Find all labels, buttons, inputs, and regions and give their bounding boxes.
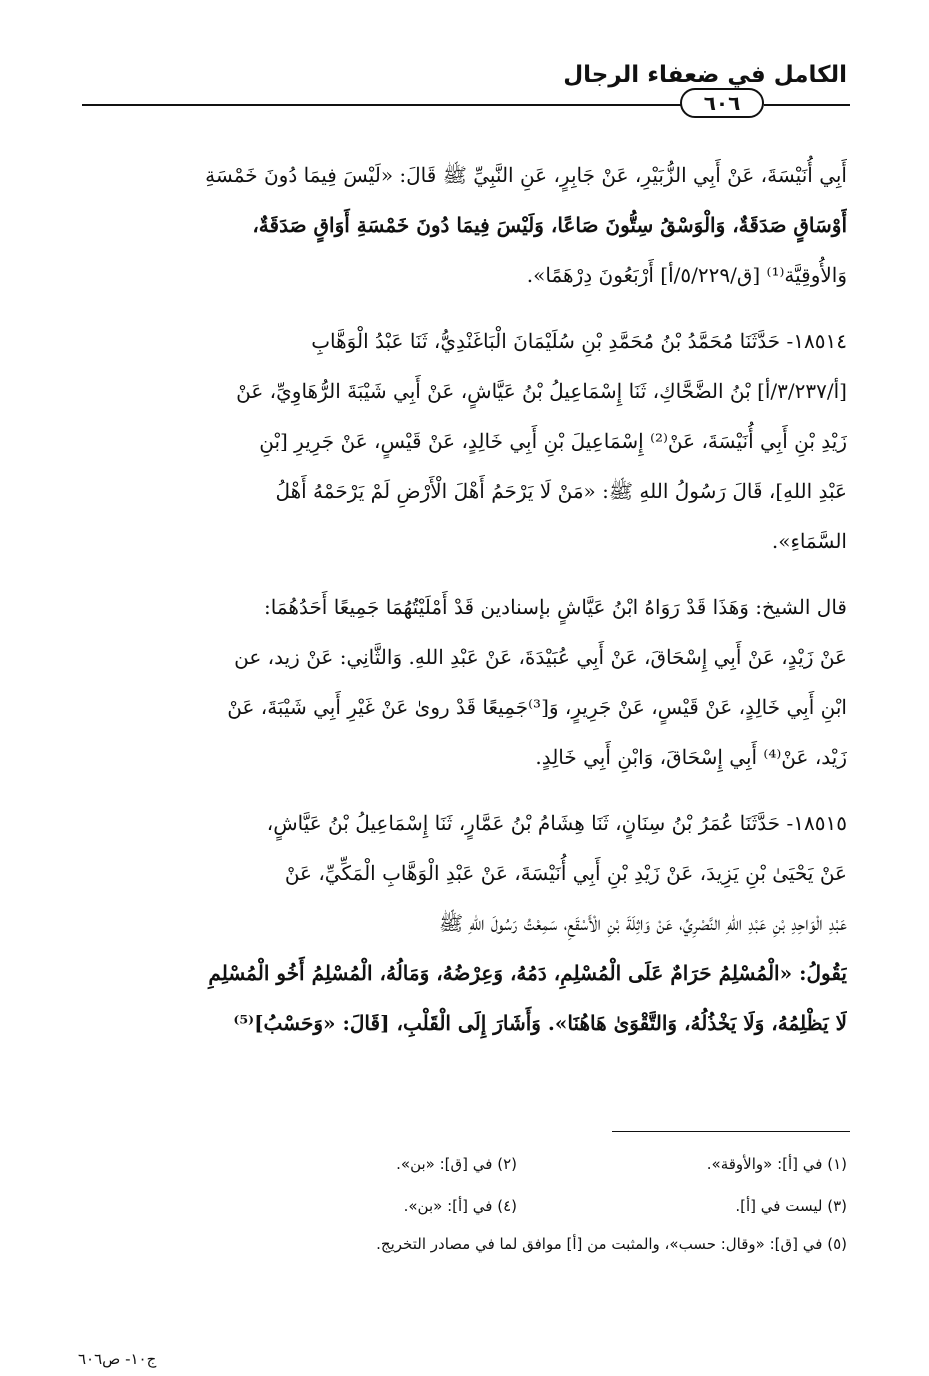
- text-line: زَيْدِ بْنِ أَبِي أُنَيْسَةَ، عَنْ⁽²⁾ إِسْمَاعِيلَ بْنِ أَبِي خَالِدٍ، عَنْ قَيْسٍ، عَنْ جَرِيرِ [بْنِ: [259, 429, 847, 453]
- paragraph-1: [79, 150, 847, 300]
- footnote-4: (٤) في [أ]: «بن».: [403, 1197, 517, 1215]
- text-line: [أ/٣/٢٣٧/أ] بْنُ الضَّحَّاكِ، ثَنَا إِسْمَاعِيلُ بْنُ عَيَّاشٍ، عَنْ أَبِي شَيْبَةَ الرُّهَاوِيِّ، عَنْ: [236, 379, 847, 403]
- paragraph-gap: [79, 566, 847, 582]
- footnote-row: [79, 1146, 847, 1182]
- header-rule: [82, 104, 682, 106]
- header-rule-right: [764, 104, 850, 106]
- paragraph-sheikh-comment: [79, 582, 847, 782]
- text-line: عَنْ زَيْدٍ، عَنْ أَبِي إِسْحَاقَ، عَنْ أَبِي عُبَيْدَةَ، عَنْ عَبْدِ اللهِ. وَالثَّانِي: عَنْ زيد، عن: [234, 645, 847, 669]
- text-line: ابْنِ أَبِي خَالِدٍ، عَنْ قَيْسٍ، عَنْ جَرِيرٍ، وَ[³⁾جَمِيعًا قَدْ روىٰ عَنْ غَيْرِ أَبِي شَيْبَةَ، عَنْ: [227, 695, 847, 719]
- volume-page-reference: ج١٠- ص٦٠٦: [78, 1350, 157, 1368]
- text-line: لَا يَظْلِمُهُ، وَلَا يَخْذُلُهُ، وَالتَّقْوَىٰ هَاهُنَا». وَأَشَارَ إِلَى الْقَلْبِ، [قَالَ: «وَحَسْبُ]⁽⁵⁾: [233, 1011, 847, 1035]
- text-line: وَالأُوقِيَّة⁽¹⁾ [ق/٥/٢٢٩/أ] أَرْبَعُونَ دِرْهَمًا».: [526, 263, 847, 287]
- text-line: أَوْسَاقٍ صَدَقَةٌ، وَالْوَسْقُ سِتُّونَ صَاعًا، وَلَيْسَ فِيمَا دُونَ خَمْسَةِ أَوَاقٍ صَدَقَةٌ،: [252, 213, 847, 237]
- paragraph-gap: [79, 300, 847, 316]
- footnote-2: (٢) في [ق]: «بن».: [396, 1155, 517, 1173]
- footnote-3: (٣) ليست في [أ].: [735, 1197, 847, 1215]
- footnote-row: [79, 1226, 847, 1262]
- text-line: زَيْد، عَنْ⁽⁴⁾ أَبِي إِسْحَاقَ، وَابْنِ أَبِي خَالِدٍ.: [535, 745, 847, 769]
- page-number-badge: ٦٠٦: [680, 88, 764, 118]
- footnote-row: [79, 1188, 847, 1224]
- running-header-title: الكامل في ضعفاء الرجال: [563, 62, 847, 88]
- footnote-5: (٥) في [ق]: «وقال: حسب»، والمثبت من [أ] موافق لما في مصادر التخريج.: [376, 1235, 847, 1253]
- footnote-separator: [612, 1131, 850, 1132]
- paragraph-gap: [79, 782, 847, 798]
- main-text: [79, 150, 847, 1048]
- footnote-1: (١) في [أ]: «والأوقة».: [706, 1155, 847, 1173]
- text-line: ١٨٥١٥- حَدَّثَنَا عُمَرُ بْنُ سِنَانٍ، ثَنَا هِشَامُ بْنُ عَمَّارٍ، ثَنَا إِسْمَاعِيلُ بْنُ عَيَّاشٍ،: [266, 811, 847, 835]
- text-line: عَبْدِ اللهِ]، قَالَ رَسُولُ اللهِ ﷺ: «مَنْ لَا يَرْحَمُ أَهْلَ الْأَرْضِ لَمْ يَرْحَمْهُ أَهْلُ: [275, 479, 847, 503]
- paragraph-hadith-18515: [79, 798, 847, 1048]
- text-line: عَنْ يَحْيَىٰ بْنِ يَزِيدَ، عَنْ زَيْدِ بْنِ أَبِي أُنَيْسَةَ، عَنْ عَبْدِ الْوَهَّابِ الْمَكِّيِّ، عَنْ: [284, 861, 847, 885]
- text-line: أَبِي أُنَيْسَةَ، عَنْ أَبِي الزُّبَيْرِ، عَنْ جَابِرٍ، عَنِ النَّبِيِّ ﷺ قَالَ: «لَيْسَ فِيمَا دُونَ خَمْسَةِ: [205, 163, 847, 187]
- paragraph-hadith-18514: [79, 316, 847, 566]
- text-line: يَقُولُ: «الْمُسْلِمُ حَرَامٌ عَلَى الْمُسْلِمِ، دَمُهُ، وَعِرْضُهُ، وَمَالُهُ، الْمُسْلِمُ أَخُو الْمُسْلِمِ: [208, 961, 847, 985]
- text-line: ١٨٥١٤- حَدَّثَنَا مُحَمَّدُ بْنُ مُحَمَّدِ بْنِ سُلَيْمَانَ الْبَاغَنْدِيُّ، ثَنَا عَبْدُ الْوَهَّابِ: [311, 329, 847, 353]
- text-line: عَبْدِ الْوَاحِدِ بْنِ عَبْدِ اللهِ النَّصْرِيِّ، عَنْ وَاثِلَةَ بْنِ الْأَسْقَعِ، سَمِعْتُ رَسُولَ اللهِ ﷺ: [439, 911, 847, 935]
- text-line: قال الشيخ: وَهَذَا قَدْ رَوَاهُ ابْنُ عَيَّاشٍ بإسنادين قَدْ أَمْلَيْتُهُمَا جَمِيعًا أَحَدُهُمَا:: [264, 595, 847, 619]
- text-line: السَّمَاءِ».: [771, 529, 847, 553]
